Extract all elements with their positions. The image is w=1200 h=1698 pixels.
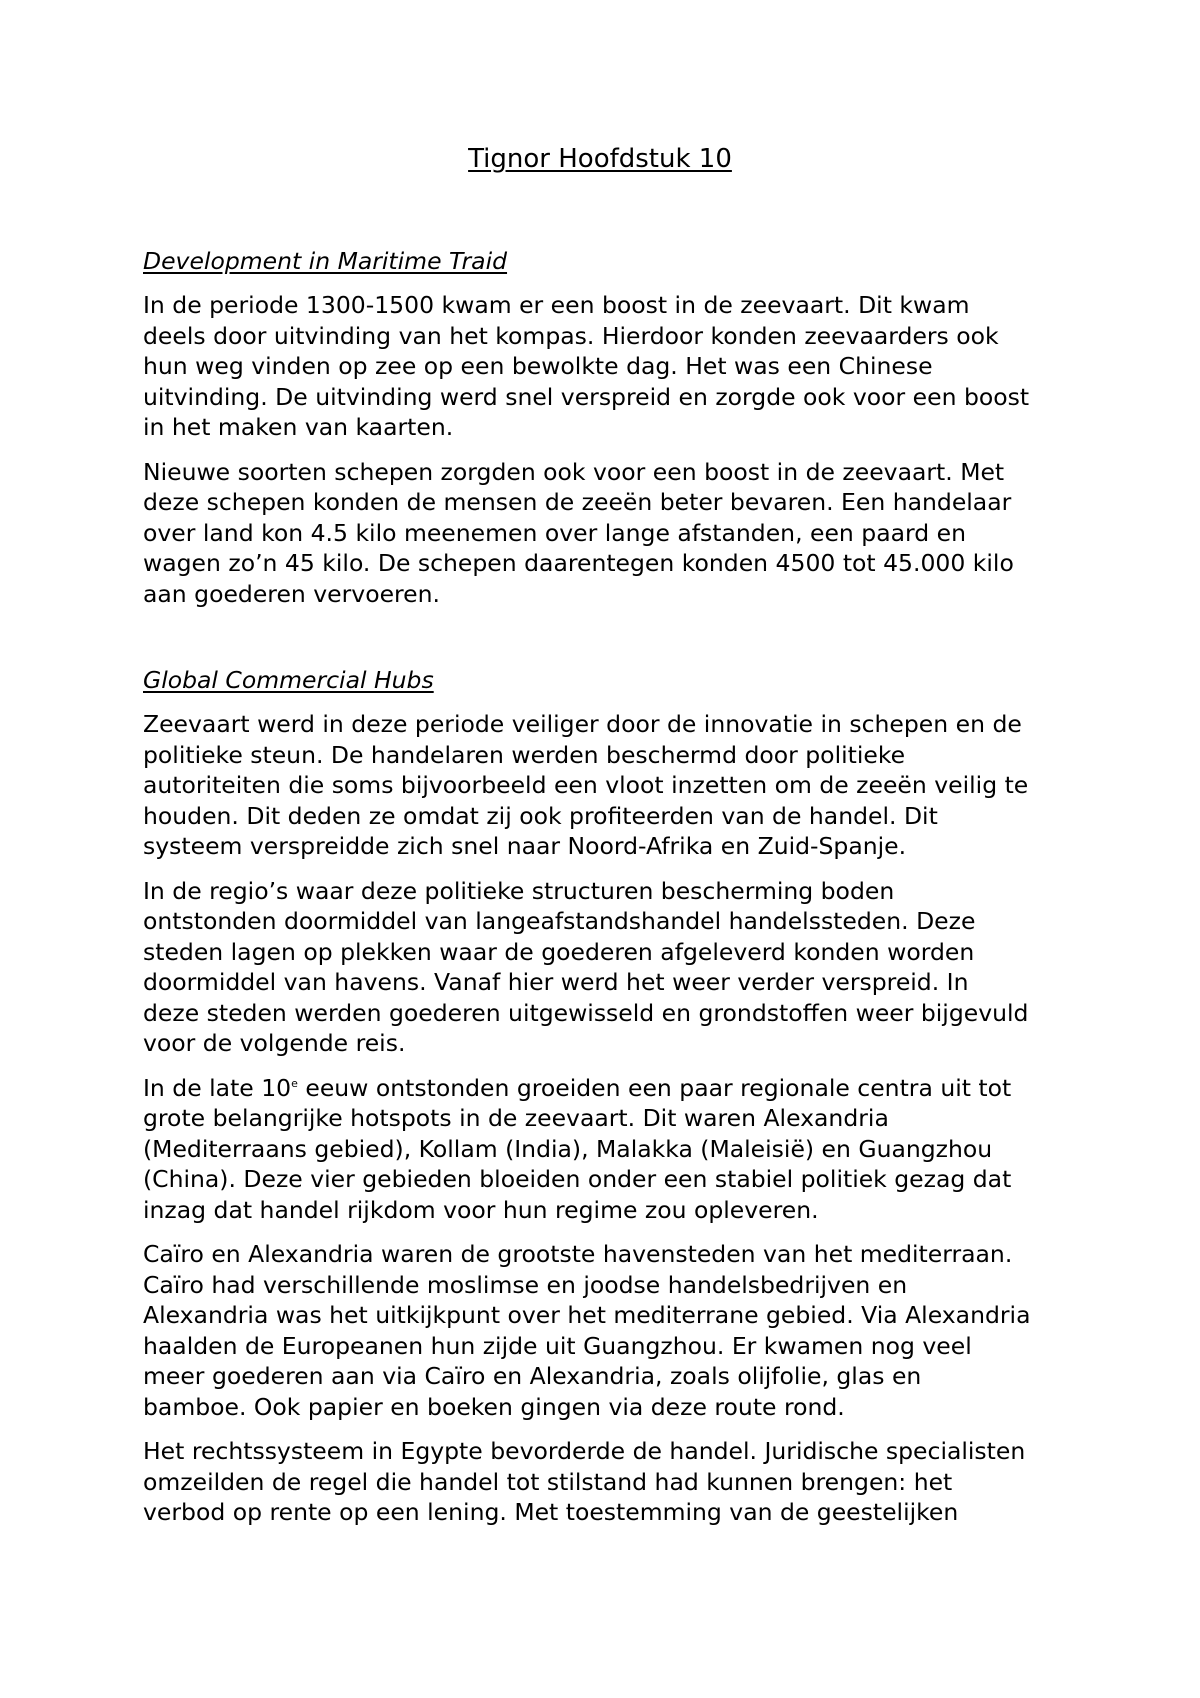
text-line: in het maken van kaarten.	[143, 413, 454, 441]
paragraph	[143, 1239, 1063, 1422]
text-line: In de periode 1300-1500 kwam er een boost in de zeevaart. Dit kwam	[143, 291, 970, 319]
text-line: inzag dat handel rijkdom voor hun regime zou opleveren.	[143, 1195, 819, 1224]
paragraph	[143, 1436, 1063, 1528]
document-body	[143, 246, 1063, 1542]
text-line: verbod op rente op een lening. Met toestemming van de geestelijken	[143, 1498, 959, 1526]
text-line: steden lagen op plekken waar de goederen afgeleverd konden worden	[143, 937, 975, 966]
text-line: (China). Deze vier gebieden bloeiden onder een stabiel politiek gezag dat	[143, 1165, 1012, 1193]
text-line: autoriteiten die soms bijvoorbeeld een vloot inzetten om de zeeën veilig te	[143, 771, 1029, 799]
paragraph	[143, 1073, 1063, 1226]
superscript: e	[291, 1076, 298, 1090]
text-line: uitvinding. De uitvinding werd snel verspreid en zorgde ook voor een boost	[143, 382, 1030, 411]
text-line: houden. Dit deden ze omdat zij ook profiteerden van de handel. Dit	[143, 801, 938, 830]
text-line: In de regio’s waar deze politieke structuren bescherming boden	[143, 876, 895, 905]
text-line: politieke steun. De handelaren werden beschermd door politieke	[143, 740, 906, 769]
text-line	[143, 1073, 1063, 1104]
text-line: ontstonden doormiddel van langeafstandshandel handelssteden. Deze	[143, 907, 976, 935]
text-line: deze schepen konden de mensen de zeeën beter bevaren. Een handelaar	[143, 488, 1012, 516]
text-line: Nieuwe soorten schepen zorgden ook voor een boost in de zeevaart. Met	[143, 457, 1005, 486]
paragraph	[143, 709, 1063, 862]
text-line: Zeevaart werd in deze periode veiliger door de innovatie in schepen en de	[143, 710, 1022, 738]
document-title: Tignor Hoofdstuk 10	[468, 144, 732, 174]
text-line: Alexandria was het uitkijkpunt over het mediterrane gebied. Via Alexandria	[143, 1301, 1031, 1329]
text-line: systeem verspreidde zich snel naar Noord-Afrika en Zuid-Spanje.	[143, 832, 907, 860]
section-heading-maritime-trade: Development in Maritime Traid	[143, 247, 508, 275]
text-line: Caïro had verschillende moslimse en joodse handelsbedrijven en	[143, 1270, 908, 1299]
text-line: aan goederen vervoeren.	[143, 579, 440, 608]
text-line: (Mediterraans gebied), Kollam (India), Malakka (Maleisië) en Guangzhou	[143, 1134, 993, 1163]
paragraph	[143, 290, 1063, 443]
text-line: deels door uitvinding van het kompas. Hierdoor konden zeevaarders ook	[143, 321, 999, 350]
text-line: voor de volgende reis.	[143, 1029, 406, 1057]
section-heading-commercial-hubs: Global Commercial Hubs	[143, 666, 434, 694]
text-line: wagen zo’n 45 kilo. De schepen daarentegen konden 4500 tot 45.000 kilo	[143, 549, 1014, 577]
text-line: Caïro en Alexandria waren de grootste havensteden van het mediterraan.	[143, 1240, 1013, 1268]
text-line: deze steden werden goederen uitgewisseld en grondstoffen weer bijgevuld	[143, 998, 1029, 1027]
text-line: meer goederen aan via Caïro en Alexandria, zoals olijfolie, glas en	[143, 1362, 922, 1390]
text-line: grote belangrijke hotspots in de zeevaart. Dit waren Alexandria	[143, 1104, 889, 1132]
text-line: over land kon 4.5 kilo meenemen over lange afstanden, een paard en	[143, 518, 966, 547]
text-fragment: In de late 10	[143, 1073, 292, 1102]
paragraph	[143, 457, 1063, 610]
paragraph	[143, 876, 1063, 1059]
text-line: Het rechtssysteem in Egypte bevorderde de handel. Juridische specialisten	[143, 1437, 1026, 1465]
text-line: hun weg vinden op zee op een bewolkte dag. Het was een Chinese	[143, 352, 933, 380]
text-line: doormiddel van havens. Vanaf hier werd het weer verder verspreid. In	[143, 968, 969, 996]
text-line: bamboe. Ook papier en boeken gingen via deze route rond.	[143, 1392, 845, 1421]
text-fragment: eeuw ontstonden groeiden een paar regionale centra uit tot	[297, 1073, 1012, 1102]
text-line: omzeilden de regel die handel tot stilstand had kunnen brengen: het	[143, 1467, 953, 1496]
text-line: haalden de Europeanen hun zijde uit Guangzhou. Er kwamen nog veel	[143, 1331, 972, 1360]
